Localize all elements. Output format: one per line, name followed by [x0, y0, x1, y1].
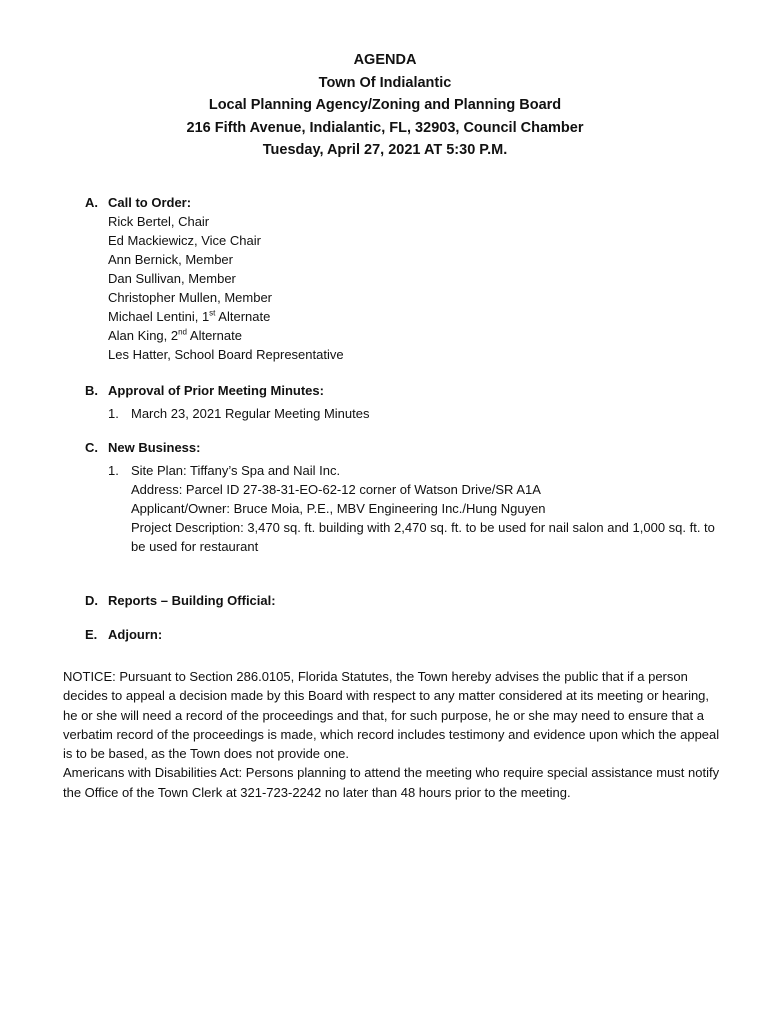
member: Christopher Mullen, Member	[108, 290, 273, 305]
member-first-alternate	[108, 307, 725, 326]
section-title: Adjourn:	[108, 627, 163, 642]
section-heading	[85, 591, 725, 610]
ada-notice: Americans with Disabilities Act: Persons planning to attend the meeting who require special assistance must notify the Office of the Town Clerk at 321-723-2242 no later than 48 hours prior to the meeting.	[63, 765, 720, 800]
ordinal-suffix: nd	[178, 327, 188, 337]
project-description: Project Description: 3,470 sq. ft. building with 2,470 sq. ft. to be used for nail salon and 1,000 sq. ft. to be used for restaurant	[131, 520, 715, 554]
member-second-alternate	[108, 326, 725, 345]
section-heading	[85, 381, 725, 400]
item-number: 1.	[108, 406, 119, 421]
section-heading	[85, 438, 725, 457]
appeal-notice: NOTICE: Pursuant to Section 286.0105, Florida Statutes, the Town hereby advises the public that if a person decides to appeal a decision made by this Board with respect to any matter considered at its meeting or hearing, he or she will need a record of the proceedings and that, for such purpose, he or she may need to ensure that a verbatim record of the proceedings is made, which record includes testimony and evidence upon which the appeal is to be based, as the Town does not provide one.	[63, 669, 720, 762]
business-list	[85, 461, 725, 556]
list-item	[108, 404, 725, 423]
item-number: 1.	[108, 463, 119, 478]
section-new-business	[85, 438, 725, 556]
public-notice	[63, 667, 723, 802]
section-letter: B.	[85, 383, 98, 398]
member-chair: Rick Bertel, Chair	[108, 214, 210, 229]
member-list	[85, 212, 725, 364]
applicant-owner: Applicant/Owner: Bruce Moia, P.E., MBV Engineering Inc./Hung Nguyen	[131, 501, 546, 516]
section-letter: C.	[85, 440, 98, 455]
section-title: Reports – Building Official:	[108, 593, 276, 608]
site-plan-details	[131, 461, 725, 556]
site-plan-title: Site Plan: Tiffany’s Spa and Nail Inc.	[131, 463, 341, 478]
minutes-list	[85, 404, 725, 423]
member-name: Alan King, 2	[108, 328, 179, 343]
member: Ann Bernick, Member	[108, 252, 233, 267]
town-name: Town Of Indialantic	[318, 74, 452, 91]
section-title: Approval of Prior Meeting Minutes:	[108, 383, 324, 398]
section-adjourn	[85, 625, 725, 644]
list-item	[108, 461, 725, 556]
site-address: Address: Parcel ID 27-38-31-EO-62-12 corner of Watson Drive/SR A1A	[131, 482, 541, 497]
section-reports	[85, 591, 725, 610]
section-call-to-order	[85, 193, 725, 364]
member-role: Alternate	[215, 309, 271, 324]
agenda-title: AGENDA	[353, 52, 417, 68]
member: Dan Sullivan, Member	[108, 271, 236, 286]
section-title: New Business:	[108, 440, 201, 455]
section-heading	[85, 193, 725, 212]
member-vice-chair: Ed Mackiewicz, Vice Chair	[108, 233, 261, 248]
meeting-location: 216 Fifth Avenue, Indialantic, FL, 32903, Council Chamber	[186, 119, 584, 136]
section-letter: A.	[85, 195, 98, 210]
section-letter: E.	[85, 627, 98, 642]
agenda-header	[0, 49, 770, 162]
school-board-representative: Les Hatter, School Board Representative	[108, 347, 344, 362]
meeting-datetime: Tuesday, April 27, 2021 AT 5:30 P.M.	[262, 142, 508, 158]
section-heading	[85, 625, 725, 644]
section-approval-minutes	[85, 381, 725, 423]
item-text: March 23, 2021 Regular Meeting Minutes	[131, 406, 370, 421]
section-title: Call to Order:	[108, 195, 192, 210]
member-name: Michael Lentini, 1	[108, 309, 210, 324]
member-role: Alternate	[187, 328, 242, 343]
ordinal-suffix: st	[209, 308, 216, 318]
section-letter: D.	[85, 593, 98, 608]
board-name: Local Planning Agency/Zoning and Planning Board	[208, 97, 562, 113]
